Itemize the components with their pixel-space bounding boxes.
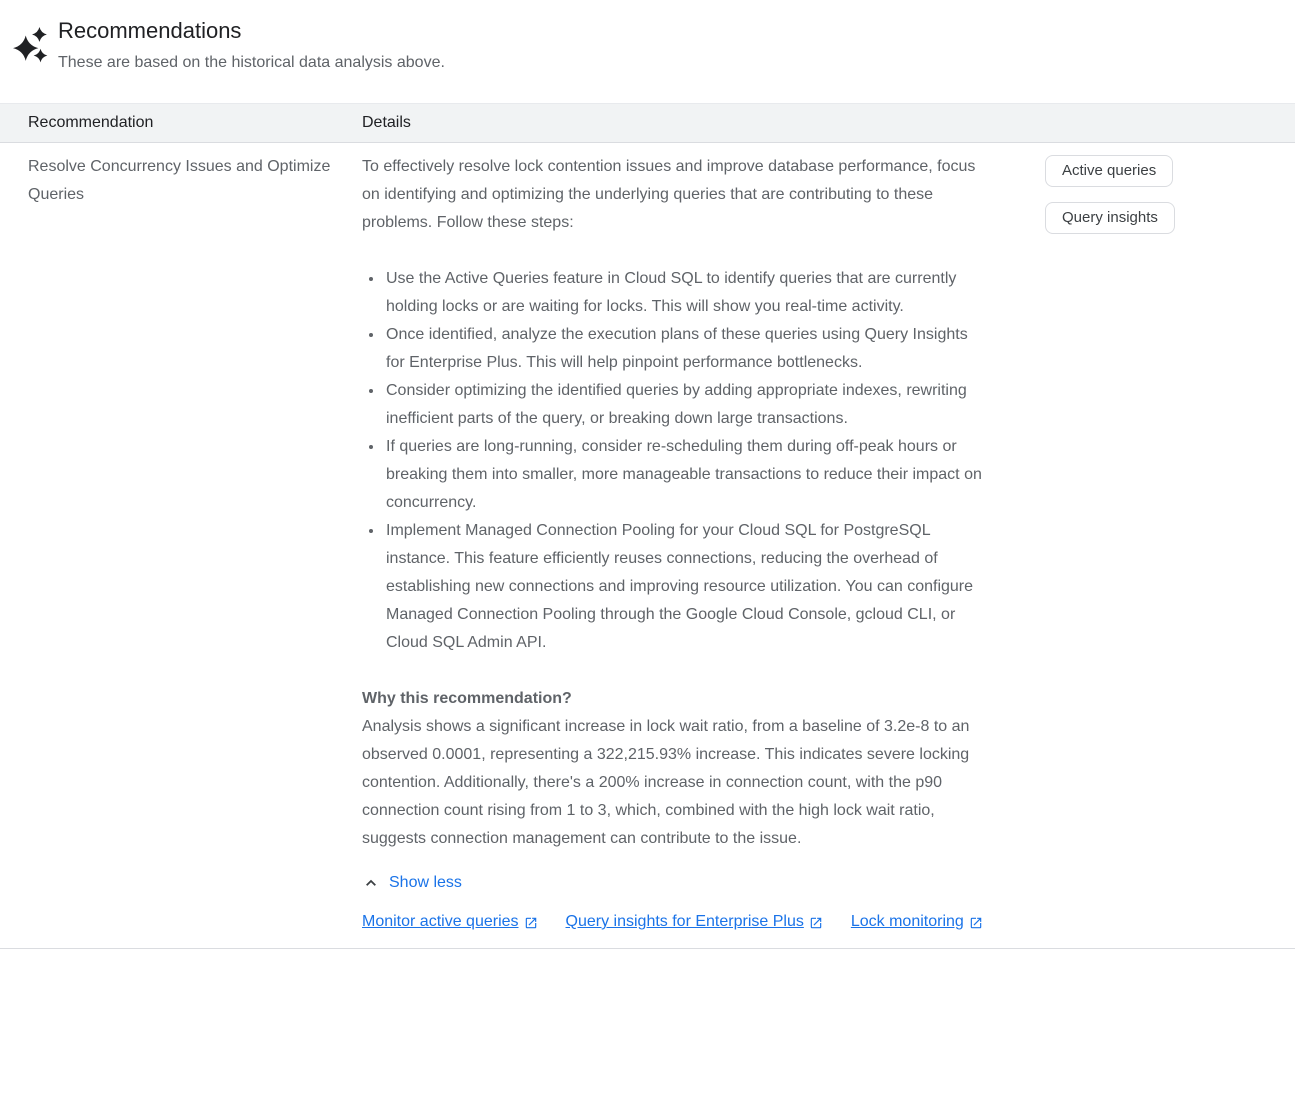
recommendation-details xyxy=(362,151,984,936)
query-insights-button[interactable]: Query insights xyxy=(1045,202,1175,234)
chevron-up-icon xyxy=(362,874,380,892)
column-header-recommendation: Recommendation xyxy=(28,114,154,131)
open-in-new-icon xyxy=(969,916,983,930)
header-text xyxy=(58,16,445,75)
steps-list xyxy=(362,265,984,657)
open-in-new-icon xyxy=(809,916,823,930)
sparkle-icon xyxy=(12,26,50,64)
list-item: • If queries are long-running, consider re-scheduling them during off-peak hours or breaking them into smaller, more manageable transactions to reduce their impact on concurrency. xyxy=(384,433,984,517)
list-item: • Consider optimizing the identified queries by adding appropriate indexes, rewriting inefficient parts of the query, or breaking down large transactions. xyxy=(384,377,984,433)
list-item: • Implement Managed Connection Pooling for your Cloud SQL for PostgreSQL instance. This feature efficiently reuses connections, reducing the overhead of establishing new connections and improving resource utilization. You can configure Managed Connection Pooling through the Google Cloud Console, gcloud CLI, or Cloud SQL Admin API. xyxy=(384,517,984,657)
link-lock-monitoring[interactable]: Lock monitoring xyxy=(851,908,983,936)
why-recommendation-heading: Why this recommendation? xyxy=(362,690,572,707)
column-header-details: Details xyxy=(362,114,411,131)
link-query-insights-enterprise-plus[interactable]: Query insights for Enterprise Plus xyxy=(566,908,823,936)
page-subtitle: These are based on the historical data analysis above. xyxy=(58,54,445,71)
table-header-row xyxy=(0,103,1295,143)
list-item: • Use the Active Queries feature in Cloud SQL to identify queries that are currently holding locks or are waiting for locks. This will show you real-time activity. xyxy=(384,265,984,321)
active-queries-button[interactable]: Active queries xyxy=(1045,155,1173,187)
reference-links xyxy=(362,908,984,936)
link-monitor-active-queries[interactable]: Monitor active queries xyxy=(362,908,538,936)
show-less-label: Show less xyxy=(389,874,462,891)
panel-header xyxy=(0,0,1295,75)
page-title: Recommendations xyxy=(58,18,242,43)
list-item: • Once identified, analyze the execution plans of these queries using Query Insights for Enterprise Plus. This will help pinpoint performance bottlenecks. xyxy=(384,321,984,377)
recommendation-title: Resolve Concurrency Issues and Optimize Queries xyxy=(28,158,331,203)
why-recommendation-text: Analysis shows a significant increase in lock wait ratio, from a baseline of 3.2e-8 to an observed 0.0001, representing a 322,215.93% increase. This indicates severe locking contention. Additionally, there's a 200% increase in connection count, with the p90 connection count rising from 1 to 3, which, combined with the high lock wait ratio, suggests connection management can contribute to the issue. xyxy=(362,718,970,847)
show-less-link[interactable] xyxy=(362,869,462,897)
details-intro: To effectively resolve lock contention issues and improve database performance, focus on identifying and optimizing the underlying queries that are contributing to these problems. Follow these steps: xyxy=(362,158,976,231)
open-in-new-icon xyxy=(524,916,538,930)
table-row xyxy=(0,143,1295,949)
row-actions xyxy=(1045,151,1267,936)
